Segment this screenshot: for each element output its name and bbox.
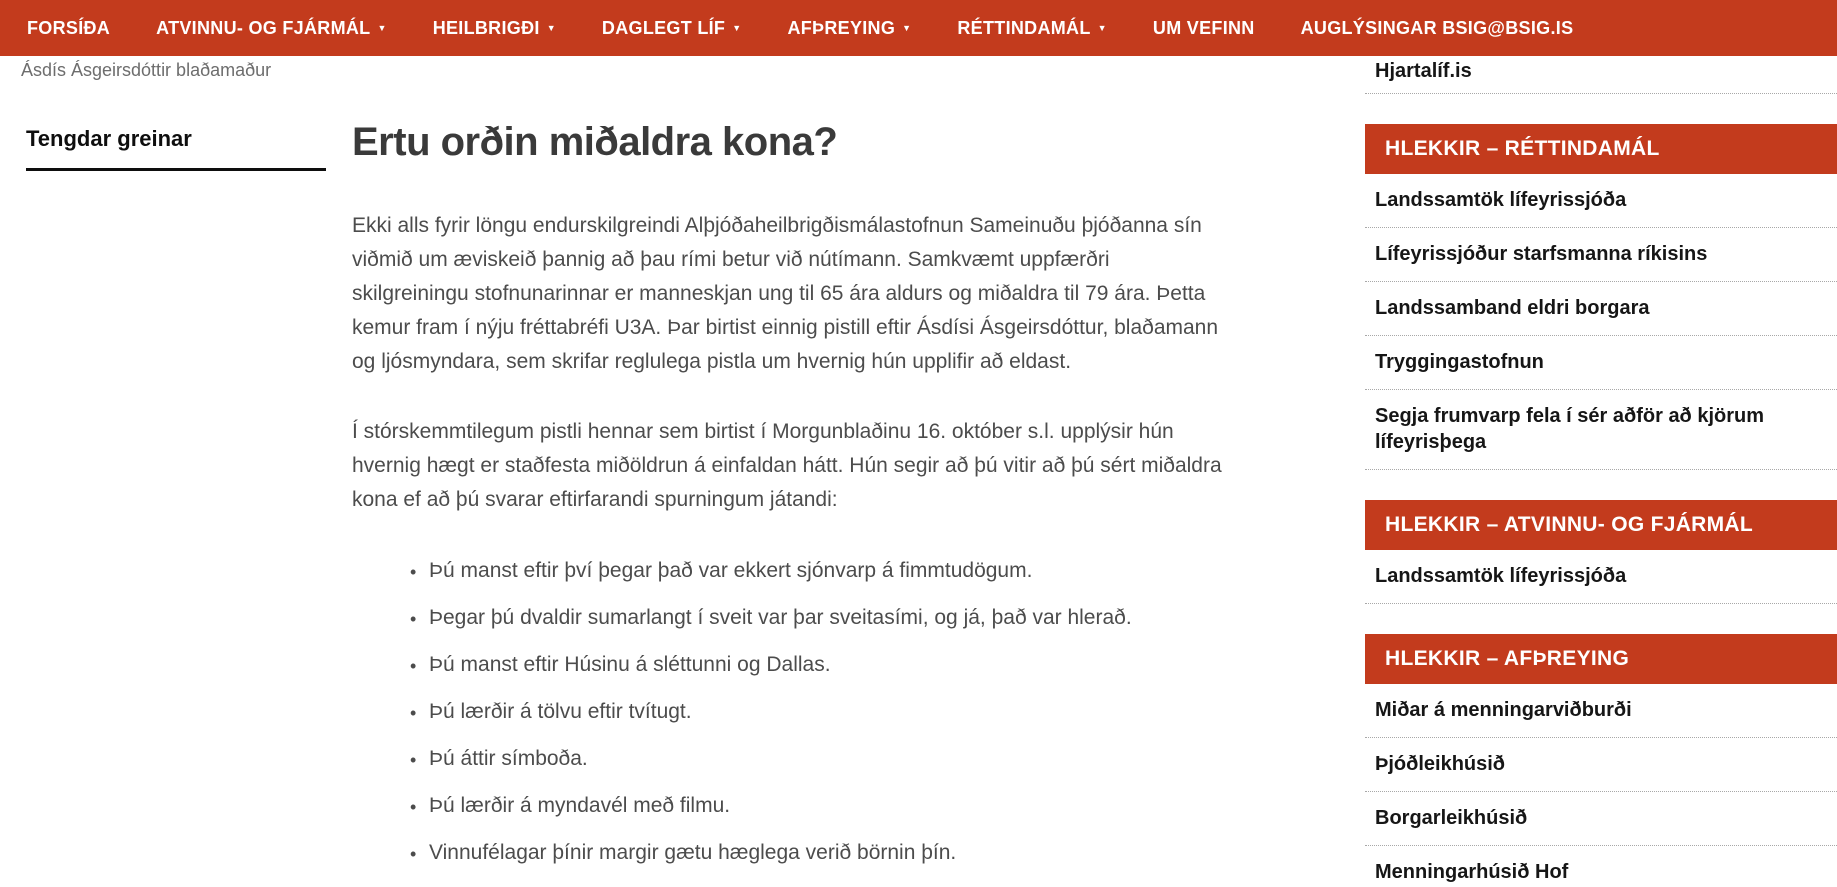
article-paragraph: Ekki alls fyrir löngu endurskilgreindi Alþjóðaheilbrigðismálastofnun Sameinuðu þjóðanna sín viðmið um æviskeið þannig að þau rími betur við nútímann. Samkvæmt uppfærðri skilgreiningu stofnunarinnar er manneskjan ung til 65 ára aldurs og miðaldra til 79 ára. Þetta kemur fram í nýju fréttabréfi U3A. Þar birtist einnig pistill eftir Ásdísi Ásgeirsdóttur, blaðamann og ljósmyndara, sem skrifar reglulega pistla um hvernig hún upplifir að eldast. xyxy=(352,214,1219,373)
sidebar-link[interactable]: Borgarleikhúsið xyxy=(1365,792,1837,846)
nav-item-label: ATVINNU- OG FJÁRMÁL xyxy=(156,17,371,38)
nav-item-label: AFÞREYING xyxy=(787,17,896,38)
sidebar-link[interactable]: Landssamtök lífeyrissjóða xyxy=(1365,174,1837,228)
sidebar-link[interactable]: Landssamtök lífeyrissjóða xyxy=(1365,550,1837,604)
dropdown-caret-icon: ▼ xyxy=(546,23,556,33)
nav-item-rettindamal[interactable] xyxy=(957,18,1107,39)
nav-item-afthreying[interactable] xyxy=(787,18,911,39)
sidebar xyxy=(1365,56,1837,887)
sidebar-section-heading: HLEKKIR – ATVINNU- OG FJÁRMÁL xyxy=(1365,500,1837,550)
sidebar-link[interactable]: Tryggingastofnun xyxy=(1365,336,1837,390)
nav-item-forsida[interactable]: FORSÍÐA xyxy=(27,17,111,38)
bullet-item: • Þú manst eftir Húsinu á sléttunni og Dallas. xyxy=(429,648,1224,682)
bullet-item: • Þú lærðir á myndavél með filmu. xyxy=(429,789,1224,823)
nav-item-label: DAGLEGT LÍF xyxy=(601,17,726,38)
related-articles-heading: Tengdar greinar xyxy=(26,126,326,171)
nav-item-auglysingar[interactable]: AUGLÝSINGAR BSIG@BSIG.IS xyxy=(1300,17,1574,38)
dropdown-caret-icon: ▼ xyxy=(377,23,387,33)
sidebar-section-heading: HLEKKIR – RÉTTINDAMÁL xyxy=(1365,124,1837,174)
bullet-item: • Þú manst eftir því þegar það var ekkert sjónvarp á fimmtudögum. xyxy=(429,554,1224,588)
author-byline: Ásdís Ásgeirsdóttir blaðamaður xyxy=(21,60,272,80)
sidebar-link[interactable]: Þjóðleikhúsið xyxy=(1365,738,1837,792)
sidebar-link[interactable]: Segja frumvarp fela í sér aðför að kjörum lífeyrisþega xyxy=(1365,390,1837,470)
bullet-item: • Þú lærðir á tölvu eftir tvítugt. xyxy=(429,695,1224,729)
nav-item-label: HEILBRIGÐI xyxy=(432,17,540,38)
sidebar-link[interactable]: Miðar á menningarviðburði xyxy=(1365,684,1837,738)
nav-item-label: RÉTTINDAMÁL xyxy=(957,17,1091,38)
top-navigation xyxy=(0,0,1837,56)
dropdown-caret-icon: ▼ xyxy=(902,23,912,33)
nav-item-daglegt-lif[interactable] xyxy=(602,18,742,39)
sidebar-section-afthreying xyxy=(1365,634,1837,887)
nav-item-atvinnu-og-fjarmal[interactable] xyxy=(156,18,387,39)
sidebar-section-atvinnu-og-fjarmal xyxy=(1365,500,1837,604)
dropdown-caret-icon: ▼ xyxy=(732,23,742,33)
related-articles-column xyxy=(26,126,326,171)
article-paragraph: Í stórskemmtilegum pistli hennar sem birtist í Morgunblaðinu 16. október s.l. upplýsir hún hvernig hægt er staðfesta miðöldrun á einfaldan hátt. Hún segir að þú vitir að þú sért miðaldra kona ef að þú svarar eftirfarandi spurningum játandi: xyxy=(352,420,1222,511)
sidebar-link[interactable]: Lífeyrissjóður starfsmanna ríkisins xyxy=(1365,228,1837,282)
sidebar-link[interactable]: Menningarhúsið Hof xyxy=(1365,846,1837,887)
bullet-item: • Þú áttir símboða. xyxy=(429,742,1224,776)
nav-item-um-vefinn[interactable]: UM VEFINN xyxy=(1152,17,1255,38)
sidebar-section-rettindamal xyxy=(1365,124,1837,470)
sidebar-section-heading: HLEKKIR – AFÞREYING xyxy=(1365,634,1837,684)
dropdown-caret-icon: ▼ xyxy=(1097,23,1107,33)
bullet-item: • Þegar þú dvaldir sumarlangt í sveit var þar sveitasími, og já, það var hlerað. xyxy=(429,601,1224,635)
bullet-item: • Vinnufélagar þínir margir gætu hæglega verið börnin þín. xyxy=(429,836,1224,870)
sidebar-link-hjartalif[interactable]: Hjartalíf.is xyxy=(1365,56,1837,94)
article xyxy=(352,120,1224,883)
article-title: Ertu orðin miðaldra kona? xyxy=(352,120,838,164)
nav-item-heilbrigdi[interactable] xyxy=(433,18,556,39)
article-bullet-list xyxy=(352,554,1224,870)
sidebar-link[interactable]: Landssamband eldri borgara xyxy=(1365,282,1837,336)
